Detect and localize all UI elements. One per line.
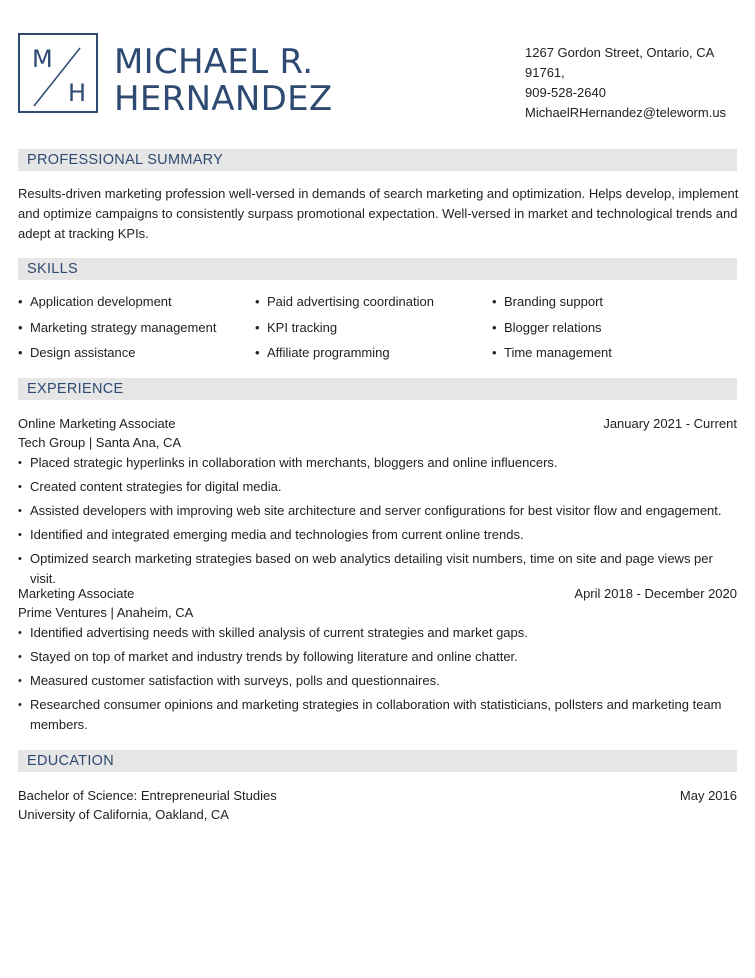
job-bullet: • Stayed on top of market and industry trends by following literature and online chatter. bbox=[18, 647, 740, 667]
section-bar-education bbox=[18, 750, 737, 772]
name-line-1: MICHAEL R. bbox=[114, 42, 314, 82]
skill-item: • Affiliate programming bbox=[255, 345, 390, 360]
job-bullet: • Assisted developers with improving web site architecture and server configurations for best visitor flow and engagement. bbox=[18, 501, 740, 521]
degree: Bachelor of Science: Entrepreneurial Studies bbox=[18, 788, 277, 803]
monogram-first-initial: M bbox=[32, 45, 53, 73]
section-title-education: EDUCATION bbox=[27, 753, 115, 769]
skill-item: • Blogger relations bbox=[492, 320, 602, 335]
skill-item: • KPI tracking bbox=[255, 320, 338, 335]
job-bullet: • Identified advertising needs with skilled analysis of current strategies and market gaps. bbox=[18, 623, 740, 643]
email-address[interactable]: MichaelRHernandez@teleworm.us bbox=[525, 105, 727, 120]
job-bullet: • Optimized search marketing strategies based on web analytics detailing visit numbers, time on site and page views per visit. bbox=[18, 549, 740, 589]
job-company: Tech Group | Santa Ana, CA bbox=[18, 435, 182, 450]
address-line-1: 1267 Gordon Street, Ontario, CA bbox=[525, 45, 715, 60]
section-title-summary: PROFESSIONAL SUMMARY bbox=[27, 152, 224, 168]
section-bar-experience bbox=[18, 378, 737, 400]
job-company: Prime Ventures | Anaheim, CA bbox=[18, 605, 194, 620]
job-bullet: • Placed strategic hyperlinks in collaboration with merchants, bloggers and online influencers. bbox=[18, 453, 740, 473]
section-bar-skills bbox=[18, 258, 737, 280]
job-dates: April 2018 - December 2020 bbox=[574, 586, 737, 601]
candidate-name bbox=[114, 44, 332, 118]
graduation-date: May 2016 bbox=[679, 788, 737, 803]
contact-block bbox=[525, 43, 726, 123]
skill-item: • Time management bbox=[492, 345, 612, 360]
job-title: Online Marketing Associate bbox=[18, 416, 176, 431]
job-bullet: • Created content strategies for digital media. bbox=[18, 477, 740, 497]
monogram-second-initial: H bbox=[68, 79, 87, 107]
address-line-2: 91761, bbox=[525, 65, 565, 80]
monogram-logo bbox=[18, 33, 98, 113]
skill-item: • Application development bbox=[18, 294, 172, 309]
skill-item: • Marketing strategy management bbox=[18, 320, 217, 335]
skill-item: • Branding support bbox=[492, 294, 604, 309]
skill-item: • Paid advertising coordination bbox=[255, 294, 434, 309]
section-title-skills: SKILLS bbox=[27, 261, 78, 277]
job-bullet: • Identified and integrated emerging media and technologies from current online trends. bbox=[18, 525, 740, 545]
name-line-2: HERNANDEZ bbox=[114, 79, 333, 119]
section-title-experience: EXPERIENCE bbox=[27, 381, 124, 397]
job-title: Marketing Associate bbox=[18, 586, 135, 601]
job-bullets bbox=[18, 453, 740, 589]
summary-text: Results-driven marketing profession well-versed in demands of search marketing and optimization. Helps develop, implement and optimize campaigns to consistently surpass promotional expectation. Well-versed in market and technological trends and adept at tracking KPIs. bbox=[18, 186, 739, 241]
job-bullets bbox=[18, 623, 740, 735]
job-bullet: • Researched consumer opinions and marketing strategies in collaboration with statisticians, pollsters and marketing team members. bbox=[18, 695, 740, 735]
skill-item: • Design assistance bbox=[18, 345, 136, 360]
phone-number: 909-528-2640 bbox=[525, 85, 606, 100]
school-name: University of California, Oakland, CA bbox=[18, 807, 229, 822]
job-dates: January 2021 - Current bbox=[603, 416, 737, 431]
job-bullet: • Measured customer satisfaction with surveys, polls and questionnaires. bbox=[18, 671, 740, 691]
section-bar-summary bbox=[18, 149, 737, 171]
